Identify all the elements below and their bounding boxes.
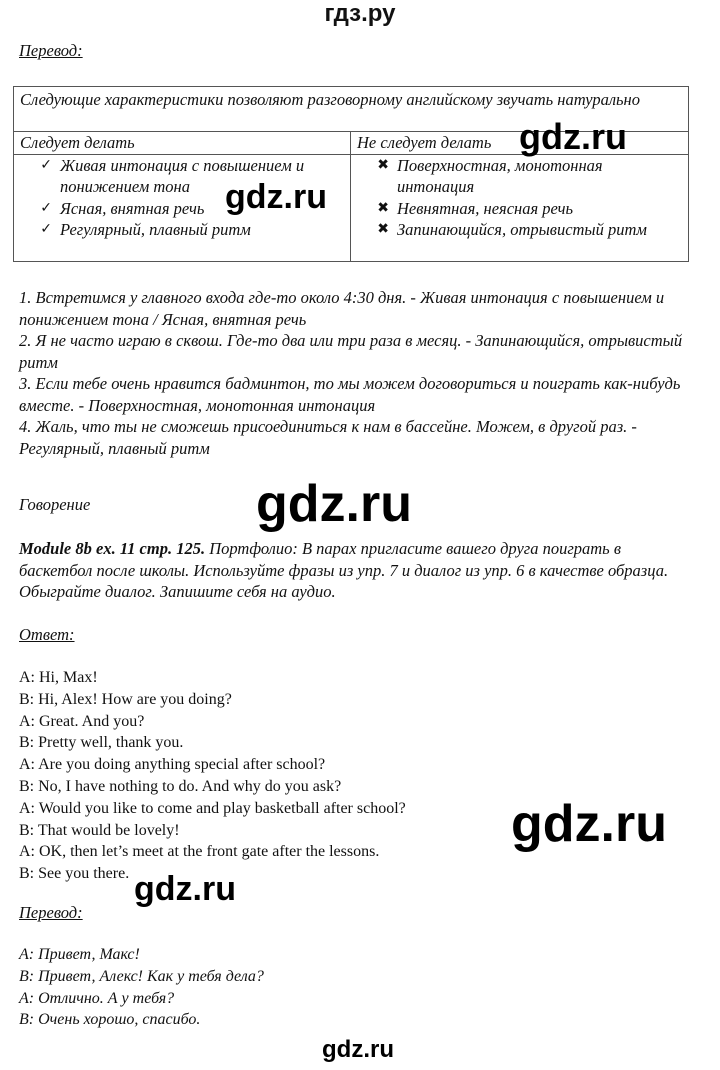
list-item: ✓ Живая интонация с повышением и понижением тона [20, 155, 344, 198]
cross-icon: ✖ [377, 221, 389, 237]
watermark: gdz.ru [134, 870, 236, 908]
list-item: ✖ Невнятная, неясная речь [357, 198, 682, 220]
task-description [19, 538, 695, 603]
list-item: ✓ Регулярный, плавный ритм [20, 219, 344, 241]
numbered-item: 1. Встретимся у главного входа где-то около 4:30 дня. - Живая интонация с повышением и понижением тона / Ясная, внятная речь [19, 288, 665, 329]
dialog-line: B: Привет, Алекс! Как у тебя дела? [19, 967, 264, 985]
watermark: gdz.ru [511, 795, 667, 853]
table-caption: Следующие характеристики позволяют разговорному английскому звучать натурально [14, 87, 689, 132]
watermark: gdz.ru [322, 1036, 394, 1063]
dialog-line: B: Pretty well, thank you. [19, 734, 184, 752]
watermark: gdz.ru [519, 116, 627, 157]
watermark: gdz.ru [225, 178, 327, 216]
dialog-line: A: OK, then let’s meet at the front gate after the lessons. [19, 843, 380, 861]
cross-icon: ✖ [377, 199, 389, 216]
numbered-item: 2. Я не часто играю в сквош. Где-то два или три раза в месяц. - Запинающийся, отрывистый ритм [19, 331, 683, 372]
translation-label: Перевод: [19, 41, 83, 60]
numbered-item: 3. Если тебе очень нравится бадминтон, то мы можем договориться и поиграть как-нибудь вместе. - Поверхностная, монотонная интонация [19, 374, 681, 415]
numbered-item: 4. Жаль, что ты не сможешь присоединиться к нам в бассейне. Можем, в другой раз. - Регулярный, плавный ритм [19, 417, 637, 458]
dialog-line: A: Отлично. А у тебя? [19, 989, 175, 1007]
task-reference: Module 8b ex. 11 стр. 125. [19, 539, 206, 558]
site-title[interactable]: гдз.ру [324, 0, 396, 27]
check-icon: ✓ [40, 156, 52, 173]
dialog-line: B: That would be lovely! [19, 821, 180, 839]
watermark: gdz.ru [256, 475, 412, 533]
translation-label-2: Перевод: [19, 903, 83, 922]
dialog-line: B: Очень хорошо, спасибо. [19, 1011, 201, 1029]
dialog-line: B: No, I have nothing to do. And why do you ask? [19, 777, 342, 795]
list-item: ✖ Поверхностная, монотонная интонация [357, 155, 682, 198]
dialog-line: A: Great. And you? [19, 712, 145, 730]
dialog-line: A: Would you like to come and play basketball after school? [19, 799, 406, 817]
column-header-dont: Не следует делать [351, 132, 689, 155]
section-heading: Говорение [19, 495, 91, 514]
check-icon: ✓ [40, 221, 52, 237]
task-text: Портфолио: В парах пригласите вашего друга поиграть в баскетбол после школы. Используйте фразы из упр. 7 и диалог из упр. 6 в качестве образца. Обыграйте диалог. Запишите себя на аудио. [19, 539, 669, 601]
dialog-english [19, 667, 406, 885]
dialog-line: A: Are you doing anything special after school? [19, 756, 326, 774]
dialog-line: A: Hi, Max! [19, 669, 98, 686]
numbered-list [19, 287, 699, 459]
dialog-line: B: Hi, Alex! How are you doing? [19, 690, 232, 708]
comparison-table [13, 86, 689, 262]
list-item: ✓ Ясная, внятная речь [20, 198, 344, 220]
answer-label: Ответ: [19, 625, 75, 644]
dialog-line: A: Привет, Макс! [19, 946, 140, 963]
column-header-do: Следует делать [14, 132, 351, 155]
dialog-line: B: See you there. [19, 865, 130, 883]
cross-icon: ✖ [377, 156, 389, 173]
list-item: ✖ Запинающийся, отрывистый ритм [357, 219, 682, 241]
dont-list [351, 154, 689, 261]
dialog-russian [19, 944, 264, 1031]
check-icon: ✓ [40, 199, 52, 216]
